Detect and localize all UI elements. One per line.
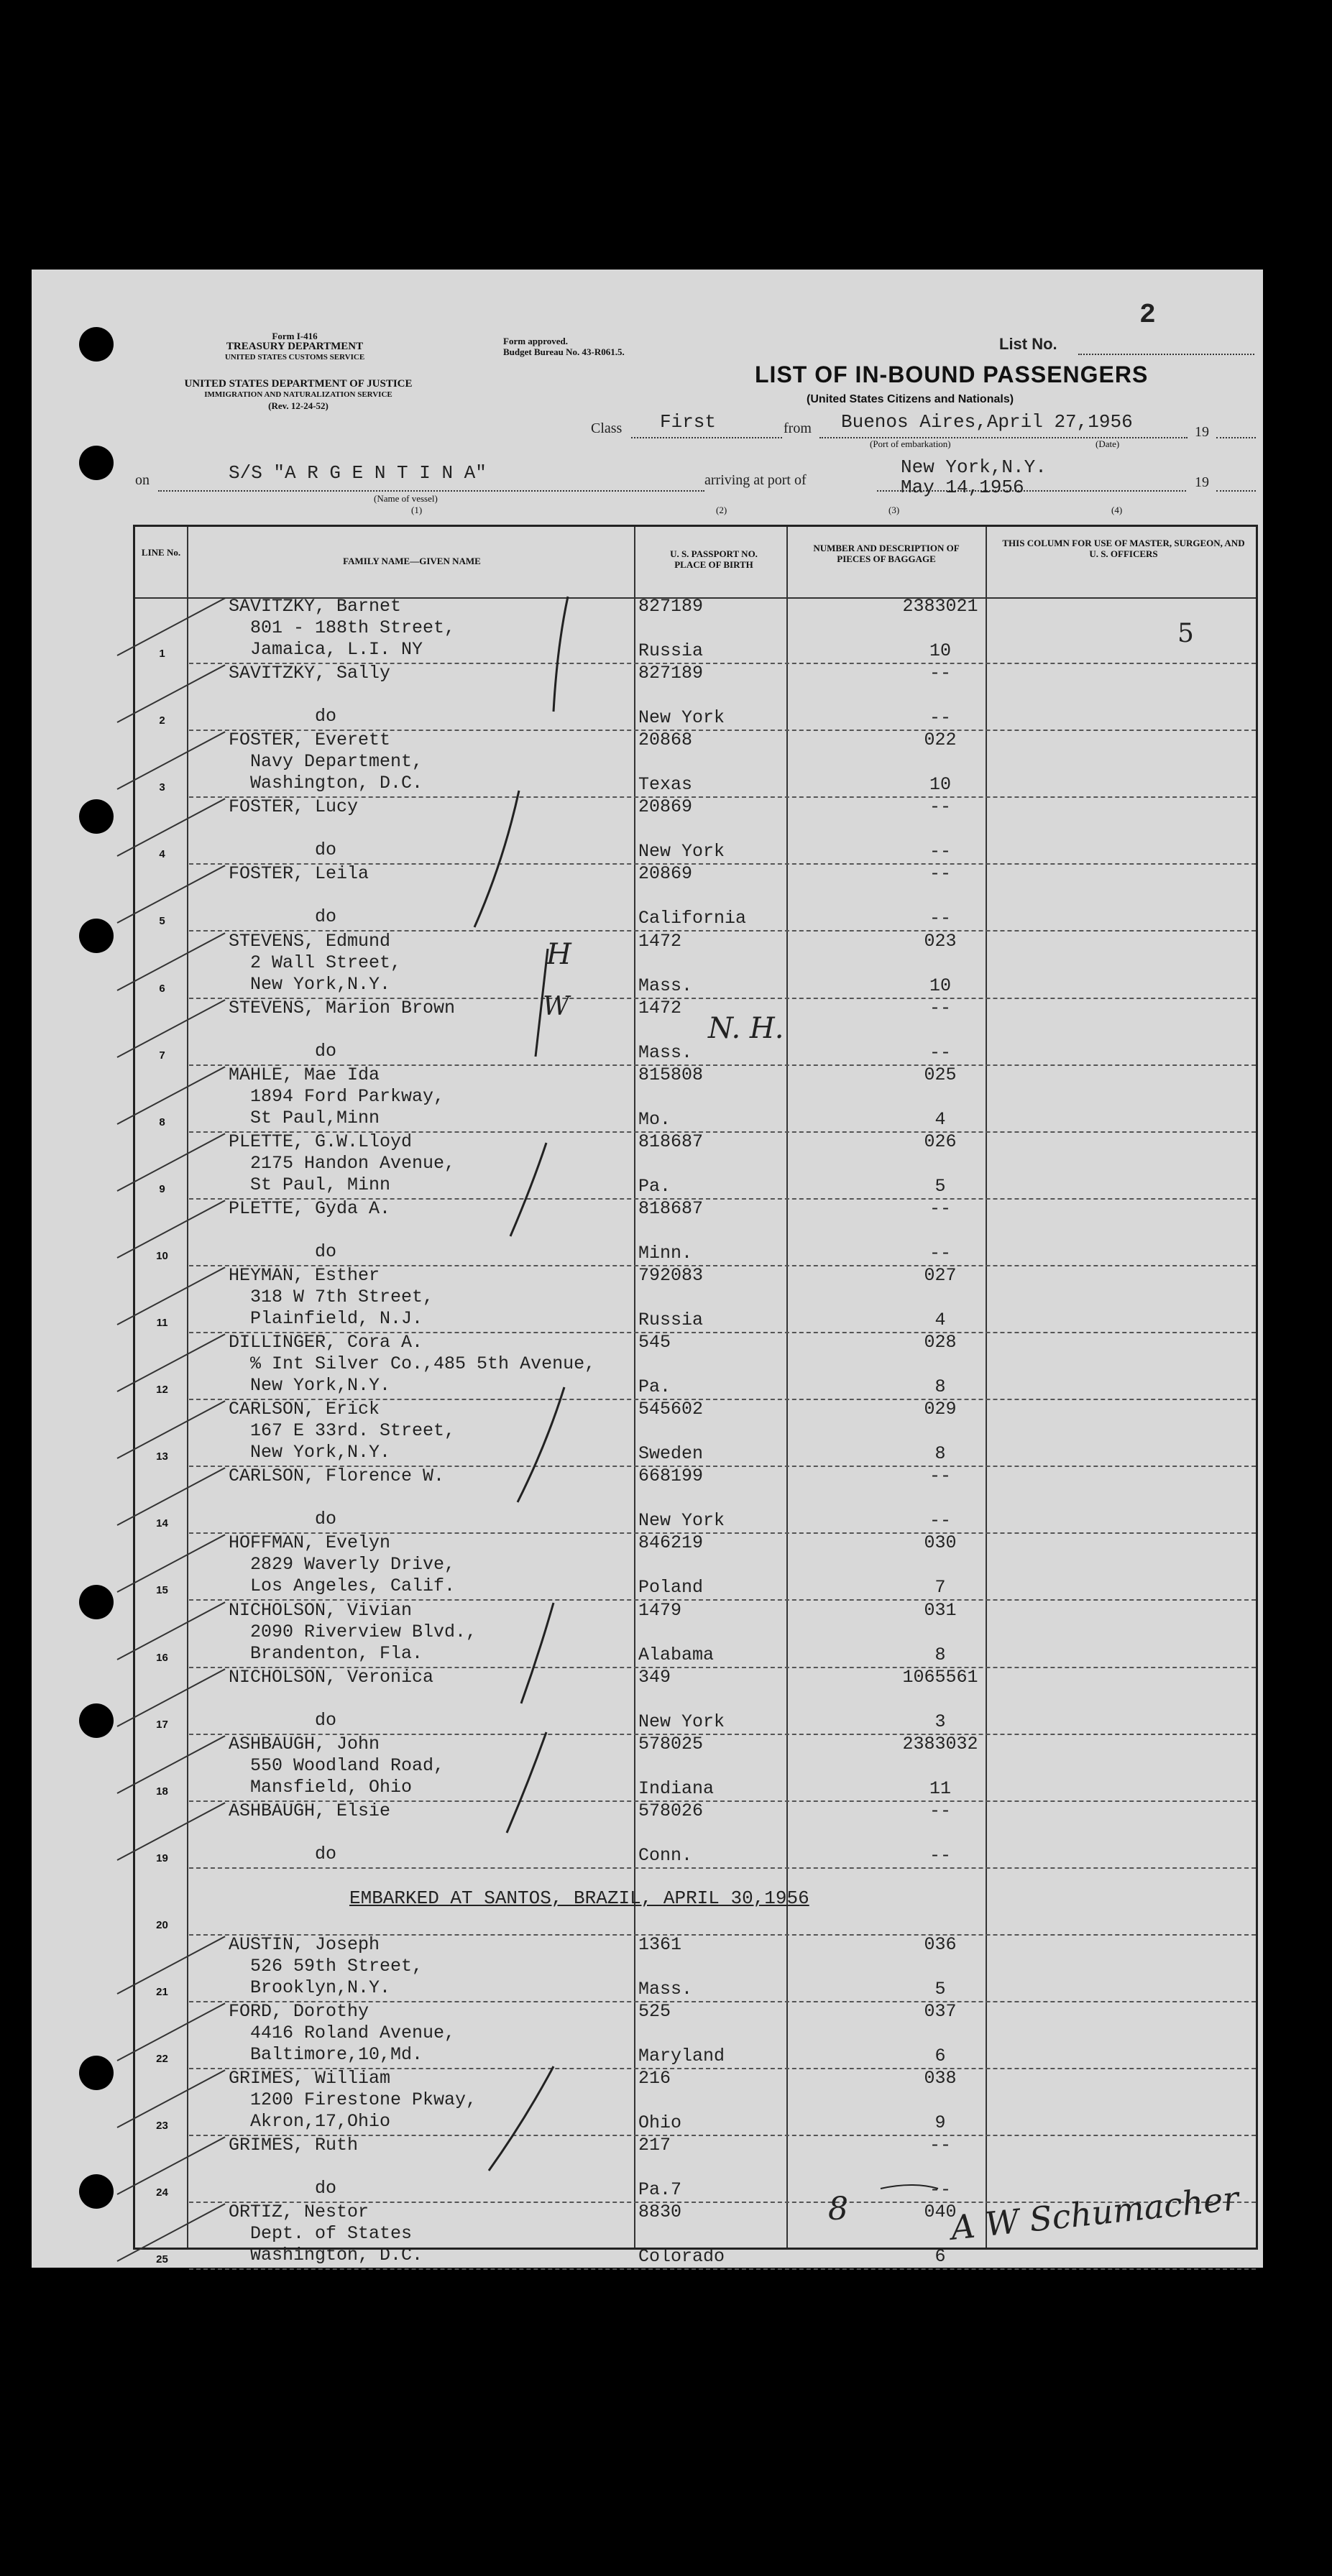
baggage-count: -- — [929, 1510, 951, 1532]
baggage-count: -- — [929, 1041, 951, 1063]
form-number: Form I-416 — [272, 331, 318, 341]
list-no-value: 2 — [1139, 300, 1156, 331]
passport-number: 827189 — [638, 596, 704, 617]
passenger-name: FOSTER, Leila do — [229, 863, 369, 928]
place-of-birth: Mo. — [638, 1108, 671, 1130]
date-caption: (Date) — [1096, 438, 1120, 449]
justice-label: UNITED STATES DEPARTMENT OF JUSTICE — [184, 378, 413, 390]
port-embark-caption: (Port of embarkation) — [870, 438, 951, 449]
line-number: 21 — [156, 1986, 168, 1998]
passport-number: 818687 — [638, 1197, 704, 1219]
line-number: 19 — [156, 1852, 168, 1864]
passenger-name: FOSTER, Lucy do — [229, 796, 359, 861]
passenger-name: SAVITZKY, Barnet 801 - 188th Street, Jamaica, L.I. NY — [229, 596, 456, 660]
passport-number: 1472 — [638, 997, 682, 1018]
line-number: 25 — [156, 2253, 168, 2266]
passport-number: 8830 — [638, 2202, 682, 2223]
rev-label: (Rev. 12-24-52) — [268, 400, 329, 411]
from-label: from — [784, 420, 812, 436]
baggage-count: 10 — [929, 975, 951, 996]
place-of-birth: Pa. — [638, 1376, 671, 1398]
place-of-birth: Poland — [638, 1577, 704, 1598]
passport-number: 20869 — [638, 796, 693, 818]
baggage-number: -- — [929, 2135, 951, 2156]
baggage-count: -- — [929, 908, 951, 929]
class-value: First — [660, 411, 717, 433]
customs-label: UNITED STATES CUSTOMS SERVICE — [224, 353, 365, 362]
place-of-birth: Alabama — [638, 1644, 715, 1665]
handwritten-eight: 8 — [828, 2191, 848, 2227]
line-number: 7 — [159, 1049, 165, 1062]
baggage-number: -- — [929, 1800, 951, 1821]
baggage-number: 031 — [924, 1599, 957, 1621]
treasury-label: TREASURY DEPARTMENT — [226, 341, 364, 352]
baggage-count: 4 — [934, 1108, 946, 1130]
officer-note: 5 — [1177, 619, 1194, 648]
passenger-name: GRIMES, William 1200 Firestone Pkway, Akron,17,Ohio — [229, 2068, 477, 2133]
from-value: Buenos Aires,April 27,1956 — [841, 411, 1133, 433]
line-number: 23 — [156, 2120, 168, 2133]
baggage-count: 8 — [934, 1443, 946, 1465]
approval-label: Form approved. — [503, 336, 569, 346]
arrival-date-value: May 14,1956 — [901, 477, 1024, 498]
baggage-number: 025 — [924, 1064, 957, 1085]
passenger-name: DILLINGER, Cora A. % Int Silver Co.,485 5th Avenue, New York,N.Y. — [229, 1332, 596, 1397]
col-header-line-no: LINE No. — [141, 547, 181, 558]
ins-label: IMMIGRATION AND NATURALIZATION SERVICE — [204, 390, 392, 399]
baggage-count: 5 — [934, 1175, 946, 1197]
handwritten-h: H — [546, 938, 571, 971]
line-number: 2 — [159, 714, 165, 727]
passenger-name: ASHBAUGH, John 550 Woodland Road, Mansfield, Ohio — [229, 1733, 445, 1798]
handwritten-w: W — [543, 992, 570, 1021]
passport-number: 545602 — [638, 1399, 704, 1420]
baggage-number: -- — [929, 1197, 951, 1219]
passenger-name: FORD, Dorothy 4416 Roland Avenue, Baltimore,10,Md. — [229, 2001, 456, 2066]
passport-number: 349 — [638, 1666, 671, 1688]
passport-number: 217 — [638, 2135, 671, 2156]
on-label: on — [135, 472, 150, 488]
baggage-count: -- — [929, 2179, 951, 2201]
place-of-birth: Pa. — [638, 1175, 671, 1197]
passport-number: 578026 — [638, 1800, 704, 1821]
place-of-birth: Mass. — [638, 1979, 693, 2000]
place-of-birth: Indiana — [638, 1777, 715, 1799]
baggage-count: -- — [929, 1242, 951, 1264]
line-number: 22 — [156, 2053, 168, 2066]
baggage-count: 10 — [929, 640, 951, 661]
baggage-number: -- — [929, 663, 951, 684]
baggage-number: 037 — [924, 2001, 957, 2023]
passenger-name: NICHOLSON, Vivian 2090 Riverview Blvd., Brandenton, Fla. — [229, 1599, 477, 1664]
baggage-number: 027 — [924, 1265, 957, 1286]
vessel-caption: (Name of vessel) — [374, 493, 438, 504]
line-number: 18 — [156, 1785, 168, 1798]
baggage-number: 028 — [924, 1332, 957, 1353]
baggage-number: 023 — [924, 930, 957, 952]
col-num-4: (4) — [1111, 505, 1123, 515]
baggage-number: 029 — [924, 1399, 957, 1420]
place-of-birth: Mass. — [638, 975, 693, 996]
baggage-number: 2383032 — [902, 1733, 978, 1754]
passenger-name: PLETTE, G.W.Lloyd 2175 Handon Avenue, St Paul, Minn — [229, 1131, 456, 1195]
line-number: 11 — [156, 1317, 168, 1329]
baggage-number: -- — [929, 1466, 951, 1487]
page-title: LIST OF IN-BOUND PASSENGERS — [755, 362, 1149, 387]
officer-signature: A W Schumacher — [949, 2179, 1241, 2248]
passport-number: 792083 — [638, 1265, 704, 1286]
baggage-count: 4 — [934, 1310, 946, 1330]
line-number: 6 — [159, 982, 165, 995]
baggage-count: 5 — [934, 1979, 946, 2000]
place-of-birth: Conn. — [638, 1844, 693, 1866]
line-number: 17 — [156, 1718, 168, 1731]
passport-number: 216 — [638, 2068, 671, 2089]
passenger-name: FOSTER, Everett Navy Department, Washington, D.C. — [229, 730, 423, 794]
passport-number: 818687 — [638, 1131, 704, 1152]
line-number: 24 — [156, 2186, 168, 2199]
line-number: 4 — [159, 848, 165, 861]
baggage-number: 022 — [924, 730, 957, 751]
passenger-name: CARLSON, Florence W. do — [229, 1466, 445, 1530]
passenger-name: HOFFMAN, Evelyn 2829 Waverly Drive, Los Angeles, Calif. — [229, 1532, 456, 1597]
passenger-name: NICHOLSON, Veronica do — [229, 1666, 434, 1731]
baggage-count: -- — [929, 707, 951, 729]
vessel-value: S/S "A R G E N T I N A" — [229, 462, 487, 484]
baggage-number: -- — [929, 863, 951, 885]
passport-number: 20869 — [638, 863, 693, 885]
passport-number: 1479 — [638, 1599, 682, 1621]
line-number: 20 — [156, 1918, 168, 1931]
col-header-officers: THIS COLUMN FOR USE OF MASTER, SURGEON, AND U. S. OFFICERS — [1002, 538, 1245, 559]
embarked-note: EMBARKED AT SANTOS, BRAZIL, APRIL 30,1956 — [349, 1887, 809, 1909]
passenger-name: PLETTE, Gyda A. do — [229, 1197, 391, 1262]
arriving-label: arriving at port of — [704, 472, 807, 488]
passenger-name: ASHBAUGH, Elsie do — [229, 1800, 391, 1864]
passport-number: 20868 — [638, 730, 693, 751]
line-number: 5 — [159, 915, 165, 928]
place-of-birth: New York — [638, 1510, 725, 1532]
place-of-birth: Russia — [638, 1310, 704, 1330]
passenger-name: AUSTIN, Joseph 526 59th Street, Brooklyn,N.Y. — [229, 1934, 423, 1998]
baggage-count: 8 — [934, 1376, 946, 1398]
place-of-birth: Pa.7 — [638, 2179, 682, 2201]
col-header-baggage: NUMBER AND DESCRIPTION OF PIECES OF BAGGAGE — [813, 543, 960, 564]
class-label: Class — [591, 420, 623, 436]
place-of-birth: New York — [638, 1711, 725, 1732]
arrival-port-value: New York,N.Y. — [901, 456, 1047, 478]
place-of-birth: Maryland — [638, 2046, 725, 2067]
passport-number: 815808 — [638, 1064, 704, 1085]
passenger-name: STEVENS, Edmund 2 Wall Street, New York,N.Y. — [229, 930, 402, 995]
year-label-2: 19 — [1195, 474, 1209, 490]
line-number: 1 — [159, 648, 165, 660]
line-number: 10 — [156, 1249, 168, 1262]
place-of-birth: California — [638, 908, 747, 929]
line-number: 3 — [159, 781, 165, 794]
place-of-birth: Sweden — [638, 1443, 704, 1465]
baggage-number: 026 — [924, 1131, 957, 1152]
passport-number: 827189 — [638, 663, 704, 684]
passenger-name: SAVITZKY, Sally do — [229, 663, 391, 727]
baggage-count: -- — [929, 1844, 951, 1866]
line-number: 9 — [159, 1182, 165, 1195]
budget-label: Budget Bureau No. 43-R061.5. — [503, 346, 625, 357]
place-of-birth: Mass. — [638, 1041, 693, 1063]
line-number: 12 — [156, 1384, 168, 1397]
baggage-count: 6 — [934, 2046, 946, 2067]
passenger-name: GRIMES, Ruth do — [229, 2135, 359, 2199]
passenger-name: ORTIZ, Nestor Dept. of States Washington, D.C. — [229, 2202, 423, 2266]
place-of-birth: Ohio — [638, 2112, 682, 2134]
baggage-count: 6 — [934, 2246, 946, 2268]
place-of-birth: Minn. — [638, 1242, 693, 1264]
baggage-count: 11 — [929, 1777, 951, 1799]
baggage-number: 1065561 — [902, 1666, 978, 1688]
passenger-name: HEYMAN, Esther 318 W 7th Street, Plainfield, N.J. — [229, 1265, 434, 1329]
col-num-2: (2) — [716, 505, 727, 515]
passport-number: 668199 — [638, 1466, 704, 1487]
line-number: 16 — [156, 1651, 168, 1664]
col-header-name: FAMILY NAME—GIVEN NAME — [343, 556, 481, 566]
baggage-count: 10 — [929, 774, 951, 796]
line-number: 14 — [156, 1517, 168, 1530]
passport-number: 578025 — [638, 1733, 704, 1754]
passport-number: 525 — [638, 2001, 671, 2023]
col-header-passport: U. S. PASSPORT NO. PLACE OF BIRTH — [670, 548, 758, 570]
baggage-number: 040 — [924, 2202, 957, 2223]
baggage-count: 3 — [934, 1711, 946, 1732]
line-number: 8 — [159, 1116, 165, 1128]
place-of-birth: Texas — [638, 774, 693, 796]
handwritten-nh: N. H. — [708, 1012, 784, 1045]
passenger-name: CARLSON, Erick 167 E 33rd. Street, New York,N.Y. — [229, 1399, 456, 1463]
baggage-number: 038 — [924, 2068, 957, 2089]
baggage-number: -- — [929, 796, 951, 818]
baggage-count: 8 — [934, 1644, 946, 1665]
list-no-label: List No. — [999, 335, 1057, 353]
page-subtitle: (United States Citizens and Nationals) — [807, 393, 1014, 405]
place-of-birth: Russia — [638, 640, 704, 661]
passenger-name: MAHLE, Mae Ida 1894 Ford Parkway, St Paul,Minn — [229, 1064, 445, 1128]
year-label: 19 — [1195, 424, 1209, 440]
passport-number: 846219 — [638, 1532, 704, 1554]
passport-number: 1472 — [638, 930, 682, 952]
col-num-1: (1) — [411, 505, 423, 515]
baggage-count: 9 — [934, 2112, 946, 2134]
passport-number: 1361 — [638, 1934, 682, 1955]
baggage-number: 2383021 — [902, 596, 978, 617]
passenger-name: STEVENS, Marion Brown do — [229, 997, 456, 1062]
baggage-number: 036 — [924, 1934, 957, 1955]
baggage-number: 030 — [924, 1532, 957, 1554]
col-num-3: (3) — [888, 505, 900, 515]
line-number: 13 — [156, 1450, 168, 1463]
baggage-number: -- — [929, 997, 951, 1018]
passport-number: 545 — [638, 1332, 671, 1353]
place-of-birth: New York — [638, 707, 725, 729]
baggage-count: -- — [929, 841, 951, 862]
baggage-count: 7 — [934, 1577, 946, 1598]
place-of-birth: New York — [638, 841, 725, 862]
line-number: 15 — [156, 1584, 168, 1597]
place-of-birth: Colorado — [638, 2246, 725, 2268]
